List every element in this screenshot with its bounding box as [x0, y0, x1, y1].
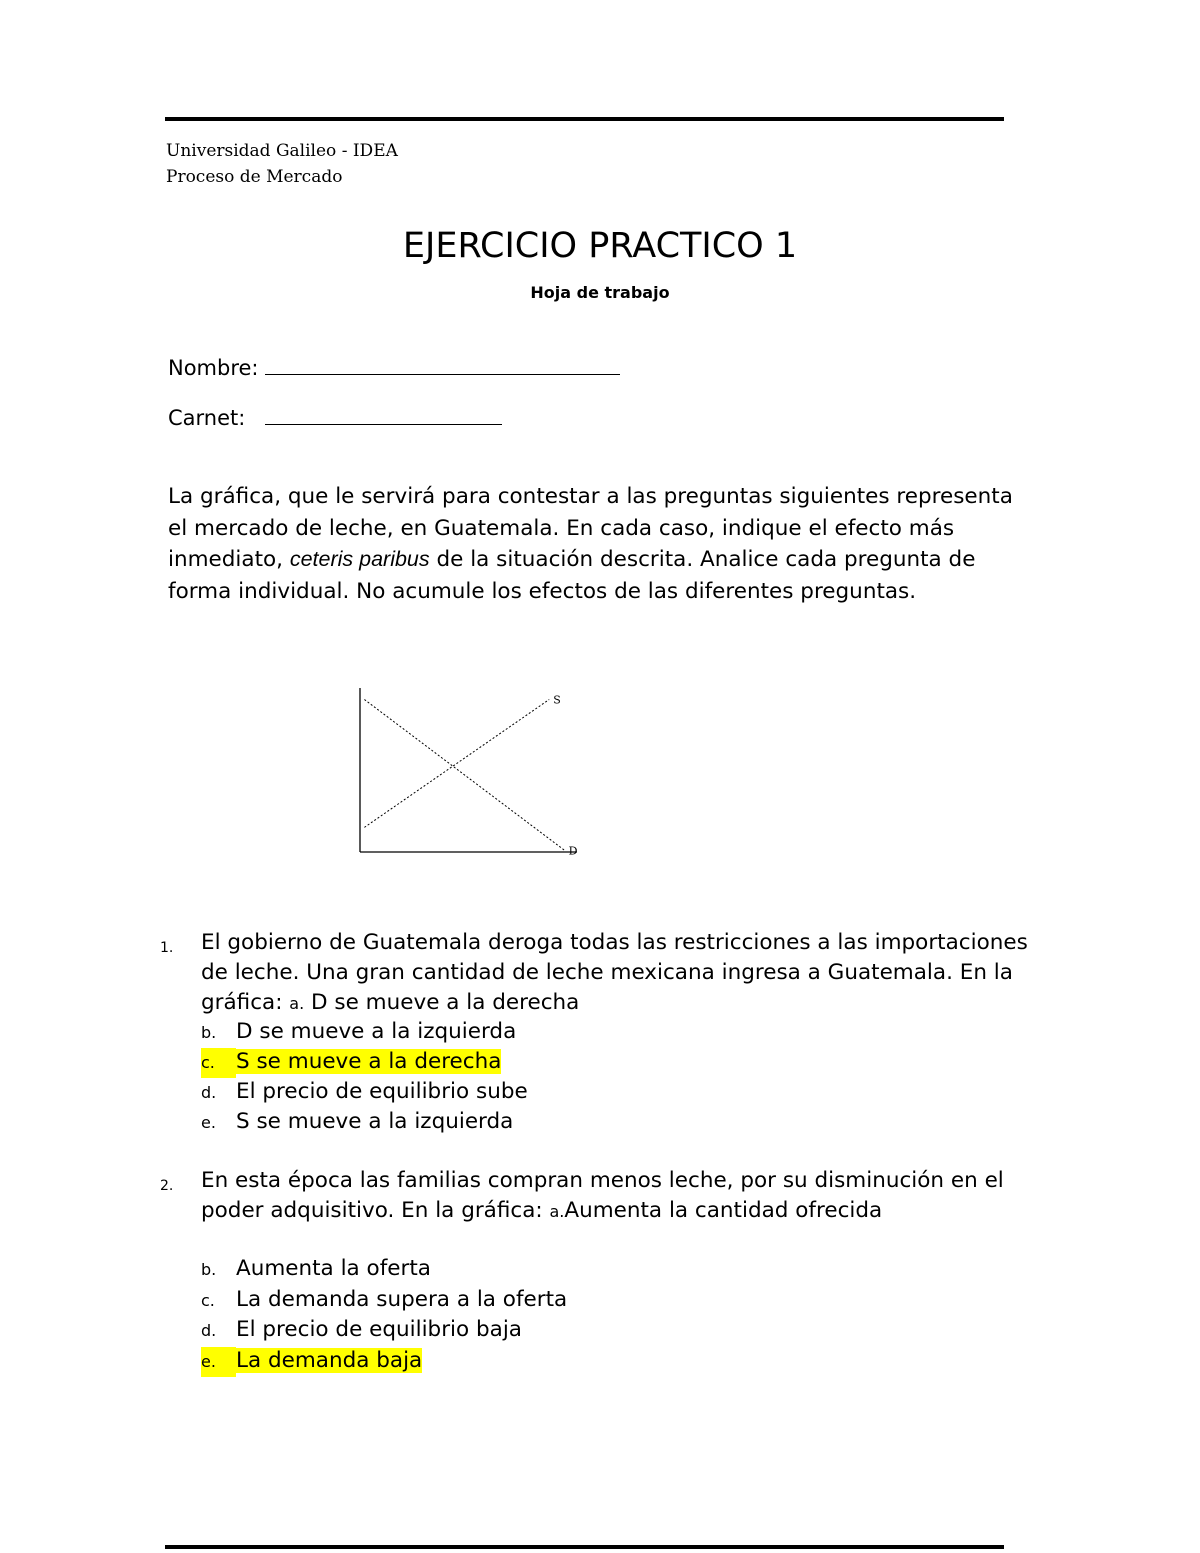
instructions-part1: La gráfica, que le servirá para contestar a las preguntas siguientes representa el mercado de leche, en Guatemala. En cada caso, indique el efecto más inmediato, — [168, 484, 1013, 572]
carnet-field — [168, 402, 502, 431]
option-1d — [201, 1077, 528, 1108]
option-1b — [201, 1017, 516, 1048]
option-letter: c. — [201, 1291, 215, 1310]
option-letter: b. — [201, 1260, 217, 1279]
question-1-body: El gobierno de Guatemala deroga todas las restricciones a las importaciones de leche. Una gran cantidad de leche mexicana ingresa a Guatemala. En la gráfica: — [201, 930, 1028, 1015]
option-2c — [201, 1285, 567, 1316]
option-2b — [201, 1254, 431, 1285]
top-rule — [165, 117, 1004, 121]
question-2-number: 2. — [160, 1178, 174, 1194]
supply-demand-chart — [345, 680, 585, 860]
series-label-s: S — [553, 693, 561, 707]
name-field — [168, 352, 620, 381]
instructions-paragraph — [168, 481, 1028, 607]
name-blank — [265, 352, 620, 375]
option-text: El precio de equilibrio baja — [236, 1317, 522, 1342]
bottom-rule — [165, 1545, 1004, 1549]
name-label: Nombre: — [168, 356, 259, 380]
institution-name: Universidad Galileo - IDEA — [166, 141, 398, 161]
option-letter: e. — [201, 1347, 236, 1377]
option-letter: d. — [201, 1083, 217, 1102]
instructions-italic: ceteris paribus — [289, 547, 430, 571]
option-1c — [201, 1047, 501, 1078]
instructions-part2: de la situación descrita. Analice cada pregunta de forma individual. No acumule los efectos de las diferentes preguntas. — [168, 547, 976, 604]
carnet-label: Carnet: — [168, 406, 246, 430]
question-2-text — [201, 1166, 1031, 1227]
carnet-blank — [265, 402, 502, 425]
option-text: S se mueve a la izquierda — [236, 1109, 514, 1134]
option-2a-text: Aumenta la cantidad ofrecida — [564, 1198, 883, 1223]
question-2-body: En esta época las familias compran menos leche, por su disminución en el poder adquisitivo. En la gráfica: — [201, 1168, 1004, 1223]
course-name: Proceso de Mercado — [166, 167, 343, 187]
option-2d — [201, 1315, 522, 1346]
page-subtitle: Hoja de trabajo — [530, 283, 670, 302]
option-1a-letter: a. — [289, 994, 305, 1013]
question-1-number: 1. — [160, 940, 174, 956]
option-text-highlighted: S se mueve a la derecha — [236, 1049, 502, 1074]
series-layer — [364, 693, 577, 857]
option-letter: c. — [201, 1048, 236, 1078]
series-line-d — [364, 699, 564, 850]
option-text: D se mueve a la izquierda — [236, 1019, 517, 1044]
series-label-d: D — [568, 844, 578, 858]
option-1a-text: D se mueve a la derecha — [311, 990, 580, 1015]
option-text: La demanda supera a la oferta — [236, 1287, 568, 1312]
option-2a-letter: a. — [549, 1202, 565, 1221]
series-line-s — [364, 699, 549, 827]
page-title: EJERCICIO PRACTICO 1 — [402, 226, 798, 266]
option-text-highlighted: La demanda baja — [236, 1348, 423, 1373]
question-1-text — [201, 928, 1031, 1019]
option-letter: b. — [201, 1023, 217, 1042]
option-1e — [201, 1107, 513, 1138]
option-2e — [201, 1346, 422, 1377]
option-letter: d. — [201, 1321, 217, 1340]
option-text: El precio de equilibrio sube — [236, 1079, 528, 1104]
option-text: Aumenta la oferta — [236, 1256, 431, 1281]
option-letter: e. — [201, 1113, 216, 1132]
